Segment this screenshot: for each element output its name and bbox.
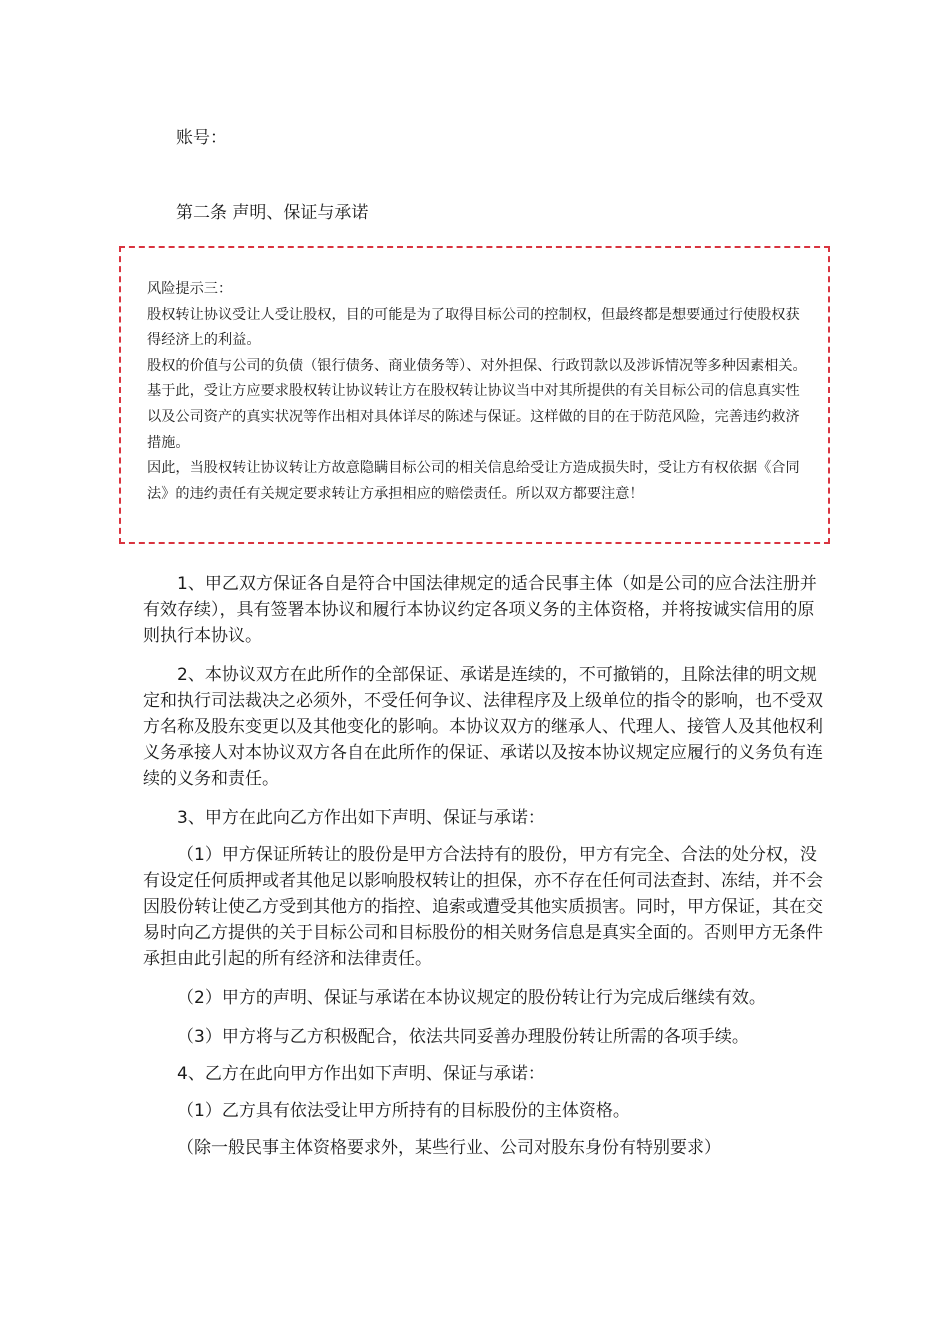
risk-notice-line: 股权转让协议受让人受让股权，目的可能是为了取得目标公司的控制权，但最终都是想要通过行使股权获得经济上的利益。 bbox=[147, 306, 800, 349]
account-label: 账号： bbox=[176, 128, 227, 148]
clause-3-3: （3）甲方将与乙方积极配合，依法共同妥善办理股份转让所需的各项手续。 bbox=[177, 1027, 749, 1047]
clause-3: 3、甲方在此向乙方作出如下声明、保证与承诺： bbox=[177, 808, 545, 828]
clause-4: 4、乙方在此向甲方作出如下声明、保证与承诺： bbox=[177, 1064, 545, 1084]
clause-4-note: （除一般民事主体资格要求外，某些行业、公司对股东身份有特别要求） bbox=[177, 1138, 721, 1158]
article-body bbox=[143, 571, 823, 1172]
risk-notice-line: 股权的价值与公司的负债（银行债务、商业债务等）、对外担保、行政罚款以及涉诉情况等多种因素相关。基于此，受让方应要求股权转让协议转让方在股权转让协议当中对其所提供的有关目标公司的信息真实性以及公司资产的真实状况等作出相对具体详尽的陈述与保证。这样做的目的在于防范风险，完善违约救济措施。 bbox=[147, 357, 807, 451]
clause-1: 1、甲乙双方保证各自是符合中国法律规定的适合民事主体（如是公司的应合法注册并有效存续），具有签署本协议和履行本协议约定各项义务的主体资格，并将按诚实信用的原则执行本协议。 bbox=[143, 574, 817, 646]
risk-notice-box bbox=[119, 246, 830, 544]
risk-notice-line: 因此，当股权转让协议转让方故意隐瞒目标公司的相关信息给受让方造成损失时，受让方有权依据《合同法》的违约责任有关规定要求转让方承担相应的赔偿责任。所以双方都要注意！ bbox=[147, 460, 800, 502]
clause-4-1: （1）乙方具有依法受让甲方所持有的目标股份的主体资格。 bbox=[177, 1101, 630, 1121]
clause-2: 2、本协议双方在此所作的全部保证、承诺是连续的，不可撤销的，且除法律的明文规定和执行司法裁决之必须外，不受任何争议、法律程序及上级单位的指令的影响，也不受双方名称及股东变更以及其他变化的影响。本协议双方的继承人、代理人、接管人及其他权利义务承接人对本协议双方各自在此所作的保证、承诺以及按本协议规定应履行的义务负有连续的义务和责任。 bbox=[143, 665, 823, 789]
clause-3-2: （2）甲方的声明、保证与承诺在本协议规定的股份转让行为完成后继续有效。 bbox=[177, 988, 766, 1008]
clause-3-1: （1）甲方保证所转让的股份是甲方合法持有的股份，甲方有完全、合法的处分权，没有设定任何质押或者其他足以影响股权转让的担保，亦不存在任何司法查封、冻结，并不会因股份转让使乙方受到其他方的指控、追索或遭受其他实质损害。同时，甲方保证，其在交易时向乙方提供的关于目标公司和目标股份的相关财务信息是真实全面的。否则甲方无条件承担由此引起的所有经济和法律责任。 bbox=[143, 845, 823, 969]
risk-notice-heading: 风险提示三： bbox=[147, 281, 233, 297]
article-title: 第二条 声明、保证与承诺 bbox=[176, 203, 369, 223]
